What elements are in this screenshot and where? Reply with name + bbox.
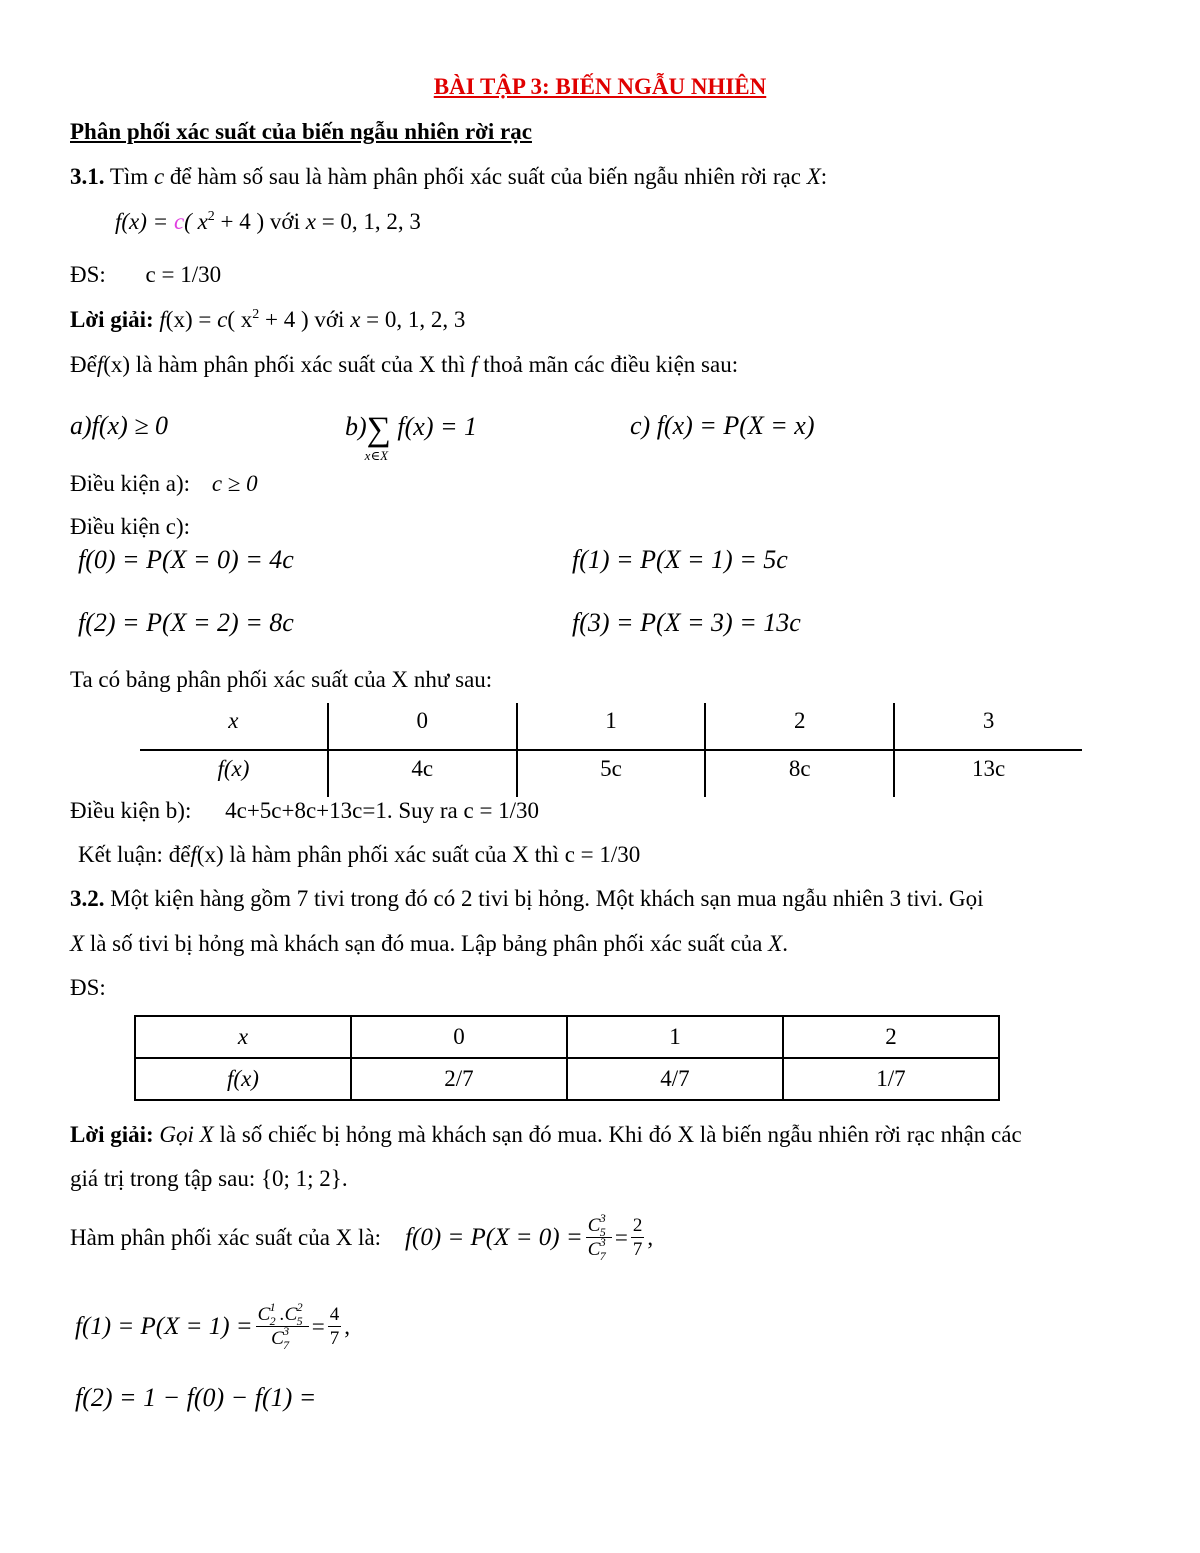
table-cell: 8c bbox=[704, 751, 893, 797]
text: Gọi bbox=[159, 1122, 194, 1147]
formula-part: f bbox=[159, 307, 166, 332]
condition-expr: f(x) ≥ 0 bbox=[91, 411, 169, 440]
table-row bbox=[135, 1016, 999, 1058]
solution-3-2-line-2: giá trị trong tập sau: {0; 1; 2}. bbox=[70, 1166, 348, 1191]
formula-part: = 0, 1, 2, 3 bbox=[360, 307, 466, 332]
formula-part: x bbox=[350, 307, 361, 332]
table-intro: Ta có bảng phân phối xác suất của X như sau: bbox=[70, 667, 493, 692]
condition-label: a) bbox=[70, 411, 92, 440]
problem-label: 3.1. bbox=[70, 164, 105, 189]
condition-a bbox=[70, 413, 168, 439]
table-cell: 5c bbox=[516, 751, 705, 797]
text: : bbox=[820, 164, 828, 189]
table-row bbox=[140, 751, 1082, 797]
comb-symbol: C 3 5 bbox=[587, 1210, 606, 1239]
var: c bbox=[153, 164, 165, 189]
table-cell: x bbox=[135, 1016, 351, 1058]
problem-3-2-statement-2 bbox=[70, 932, 788, 955]
table-cell: 2 bbox=[783, 1016, 999, 1058]
table-cell: 0 bbox=[351, 1016, 567, 1058]
text: . bbox=[782, 931, 788, 956]
text: là hàm phân phối xác suất của X thì bbox=[135, 352, 466, 377]
table-cell: 2/7 bbox=[351, 1058, 567, 1100]
formula-c: c bbox=[173, 209, 185, 234]
table-row bbox=[140, 703, 1082, 751]
conclusion-line bbox=[78, 843, 640, 866]
formula-part: ( x bbox=[184, 209, 208, 234]
comma: , bbox=[647, 1224, 654, 1250]
table-cell: 3 bbox=[893, 703, 1082, 749]
var: f bbox=[96, 352, 104, 377]
var: X bbox=[70, 931, 85, 956]
pmf-lhs: f(0) = P(X = 0) = bbox=[405, 1223, 583, 1251]
text: Một kiện hàng gồm 7 tivi trong đó có 2 tivi bị hỏng. Một khách sạn mua ngẫu nhiên 3 tivi. Gọi bbox=[110, 886, 984, 911]
text: Tìm bbox=[109, 164, 149, 189]
condition-c bbox=[630, 413, 815, 439]
comma: , bbox=[344, 1313, 351, 1339]
var: X bbox=[199, 1122, 214, 1147]
conditions-sentence bbox=[70, 353, 738, 376]
table-cell: x bbox=[228, 708, 239, 733]
formula-part: + 4 ) bbox=[259, 307, 309, 332]
distribution-table-3-2 bbox=[134, 1015, 1000, 1101]
formula-part: + 4 ) bbox=[214, 209, 265, 234]
equation-f2: f(2) = P(X = 2) = 8c bbox=[78, 608, 294, 637]
fraction: $\frac{2}{7}$ bbox=[632, 1214, 643, 1260]
equals: = bbox=[311, 1313, 325, 1339]
text: (x) bbox=[103, 352, 131, 377]
var: X bbox=[806, 164, 821, 189]
table-cell: f(x) bbox=[135, 1058, 351, 1100]
comb-symbol: C 3 7 bbox=[587, 1234, 606, 1263]
formula-exp: 2 bbox=[207, 209, 215, 224]
section-heading: Phân phối xác suất của biến ngẫu nhiên rời rạc bbox=[70, 119, 532, 144]
formula-part: f(x) = bbox=[115, 209, 174, 234]
table-row bbox=[135, 1058, 999, 1100]
formula-part: = 0, 1, 2, 3 bbox=[315, 209, 421, 234]
dk-label: Điều kiện a): bbox=[70, 471, 191, 496]
distribution-table-3-1 bbox=[140, 703, 1082, 797]
formula-part: (x) = bbox=[165, 307, 218, 332]
equation-f1: f(1) = P(X = 1) = 5c bbox=[572, 545, 788, 574]
var: f bbox=[471, 352, 478, 377]
comb-symbol: C 1 2 bbox=[257, 1299, 276, 1328]
table-cell: 1 bbox=[567, 1016, 783, 1058]
var: f bbox=[190, 842, 197, 867]
problem-3-1-formula bbox=[115, 210, 421, 233]
condition-expr: f(x) = 1 bbox=[397, 412, 478, 441]
formula-part: ( x bbox=[227, 307, 253, 332]
solution-label: Lời giải: bbox=[70, 1122, 154, 1147]
formula-part: với bbox=[269, 209, 300, 234]
dk-expr: c ≥ 0 bbox=[211, 471, 258, 496]
text: để hàm số sau là hàm phân phối xác suất của biến ngẫu nhiên rời rạc bbox=[169, 164, 801, 189]
table-cell: 1 bbox=[516, 703, 705, 749]
pmf-f1-line bbox=[75, 1295, 350, 1357]
solution-3-2-line bbox=[70, 1123, 1022, 1146]
answer-label: ĐS: bbox=[70, 262, 106, 287]
formula-part: x bbox=[305, 209, 316, 234]
text: Để bbox=[70, 352, 97, 377]
condition-b bbox=[345, 411, 478, 463]
dk-label: Điều kiện b): bbox=[70, 798, 192, 823]
comb-symbol: C 2 5 bbox=[284, 1299, 303, 1328]
pmf-f2-line: f(2) = 1 − f(0) − f(1) = bbox=[75, 1383, 317, 1412]
formula-part: c bbox=[217, 307, 228, 332]
table-cell: 4c bbox=[327, 751, 516, 797]
var: X bbox=[768, 931, 783, 956]
table-cell: 4/7 bbox=[567, 1058, 783, 1100]
formula-exp: 2 bbox=[252, 307, 260, 322]
table-cell: 13c bbox=[893, 751, 1082, 797]
page-title: BÀI TẬP 3: BIẾN NGẪU NHIÊN bbox=[433, 74, 767, 99]
fraction: $\frac{4}{7}$ bbox=[329, 1303, 340, 1349]
dk-c-label: Điều kiện c): bbox=[70, 514, 191, 539]
table-cell: 2 bbox=[704, 703, 893, 749]
comb-symbol: C 3 7 bbox=[271, 1323, 290, 1352]
formula-part: với bbox=[314, 307, 345, 332]
dk-expr: 4c+5c+8c+13c=1. Suy ra c = 1/30 bbox=[225, 798, 540, 823]
problem-label: 3.2. bbox=[70, 886, 105, 911]
equation-f3: f(3) = P(X = 3) = 13c bbox=[572, 608, 801, 637]
solution-3-1-line bbox=[70, 308, 465, 331]
dk-b-line bbox=[70, 799, 539, 822]
fraction bbox=[586, 1210, 612, 1263]
text: là số tivi bị hỏng mà khách sạn đó mua. Lập bảng phân phối xác suất của bbox=[89, 931, 763, 956]
table-cell: 1/7 bbox=[783, 1058, 999, 1100]
condition-label: c) bbox=[630, 411, 651, 440]
answer-value: c = 1/30 bbox=[145, 262, 222, 287]
text: thoả mãn các điều kiện sau: bbox=[483, 352, 739, 377]
text: (x) bbox=[196, 842, 224, 867]
answer-3-1 bbox=[70, 263, 221, 286]
problem-3-2-statement bbox=[70, 887, 984, 910]
pmf-f0-line bbox=[70, 1207, 653, 1267]
dk-a-line bbox=[70, 472, 258, 495]
table-cell: 0 bbox=[327, 703, 516, 749]
fraction: C 1 2 .C 2 5 C 3 7 bbox=[256, 1305, 309, 1348]
equation-f0: f(0) = P(X = 0) = 4c bbox=[78, 545, 294, 574]
pmf-intro: Hàm phân phối xác suất của X là: bbox=[70, 1224, 382, 1250]
answer-3-2-label: ĐS: bbox=[70, 975, 106, 1000]
condition-expr: f(x) = P(X = x) bbox=[656, 411, 815, 440]
text: là số chiếc bị hỏng mà khách sạn đó mua. Khi đó X là biến ngẫu nhiên rời rạc nhận các bbox=[219, 1122, 1022, 1147]
condition-label: b) bbox=[345, 412, 367, 441]
solution-label: Lời giải: bbox=[70, 307, 154, 332]
equals: = bbox=[614, 1224, 628, 1250]
text: là hàm phân phối xác suất của X thì c = 1/30 bbox=[229, 842, 641, 867]
pmf-lhs: f(1) = P(X = 1) = bbox=[75, 1312, 253, 1340]
sum-symbol: ∑ bbox=[366, 411, 391, 448]
table-cell: f(x) bbox=[217, 756, 250, 781]
text: Kết luận: để bbox=[78, 842, 191, 867]
problem-3-1-statement bbox=[70, 165, 827, 188]
sum-subscript: x∈X bbox=[364, 448, 389, 463]
